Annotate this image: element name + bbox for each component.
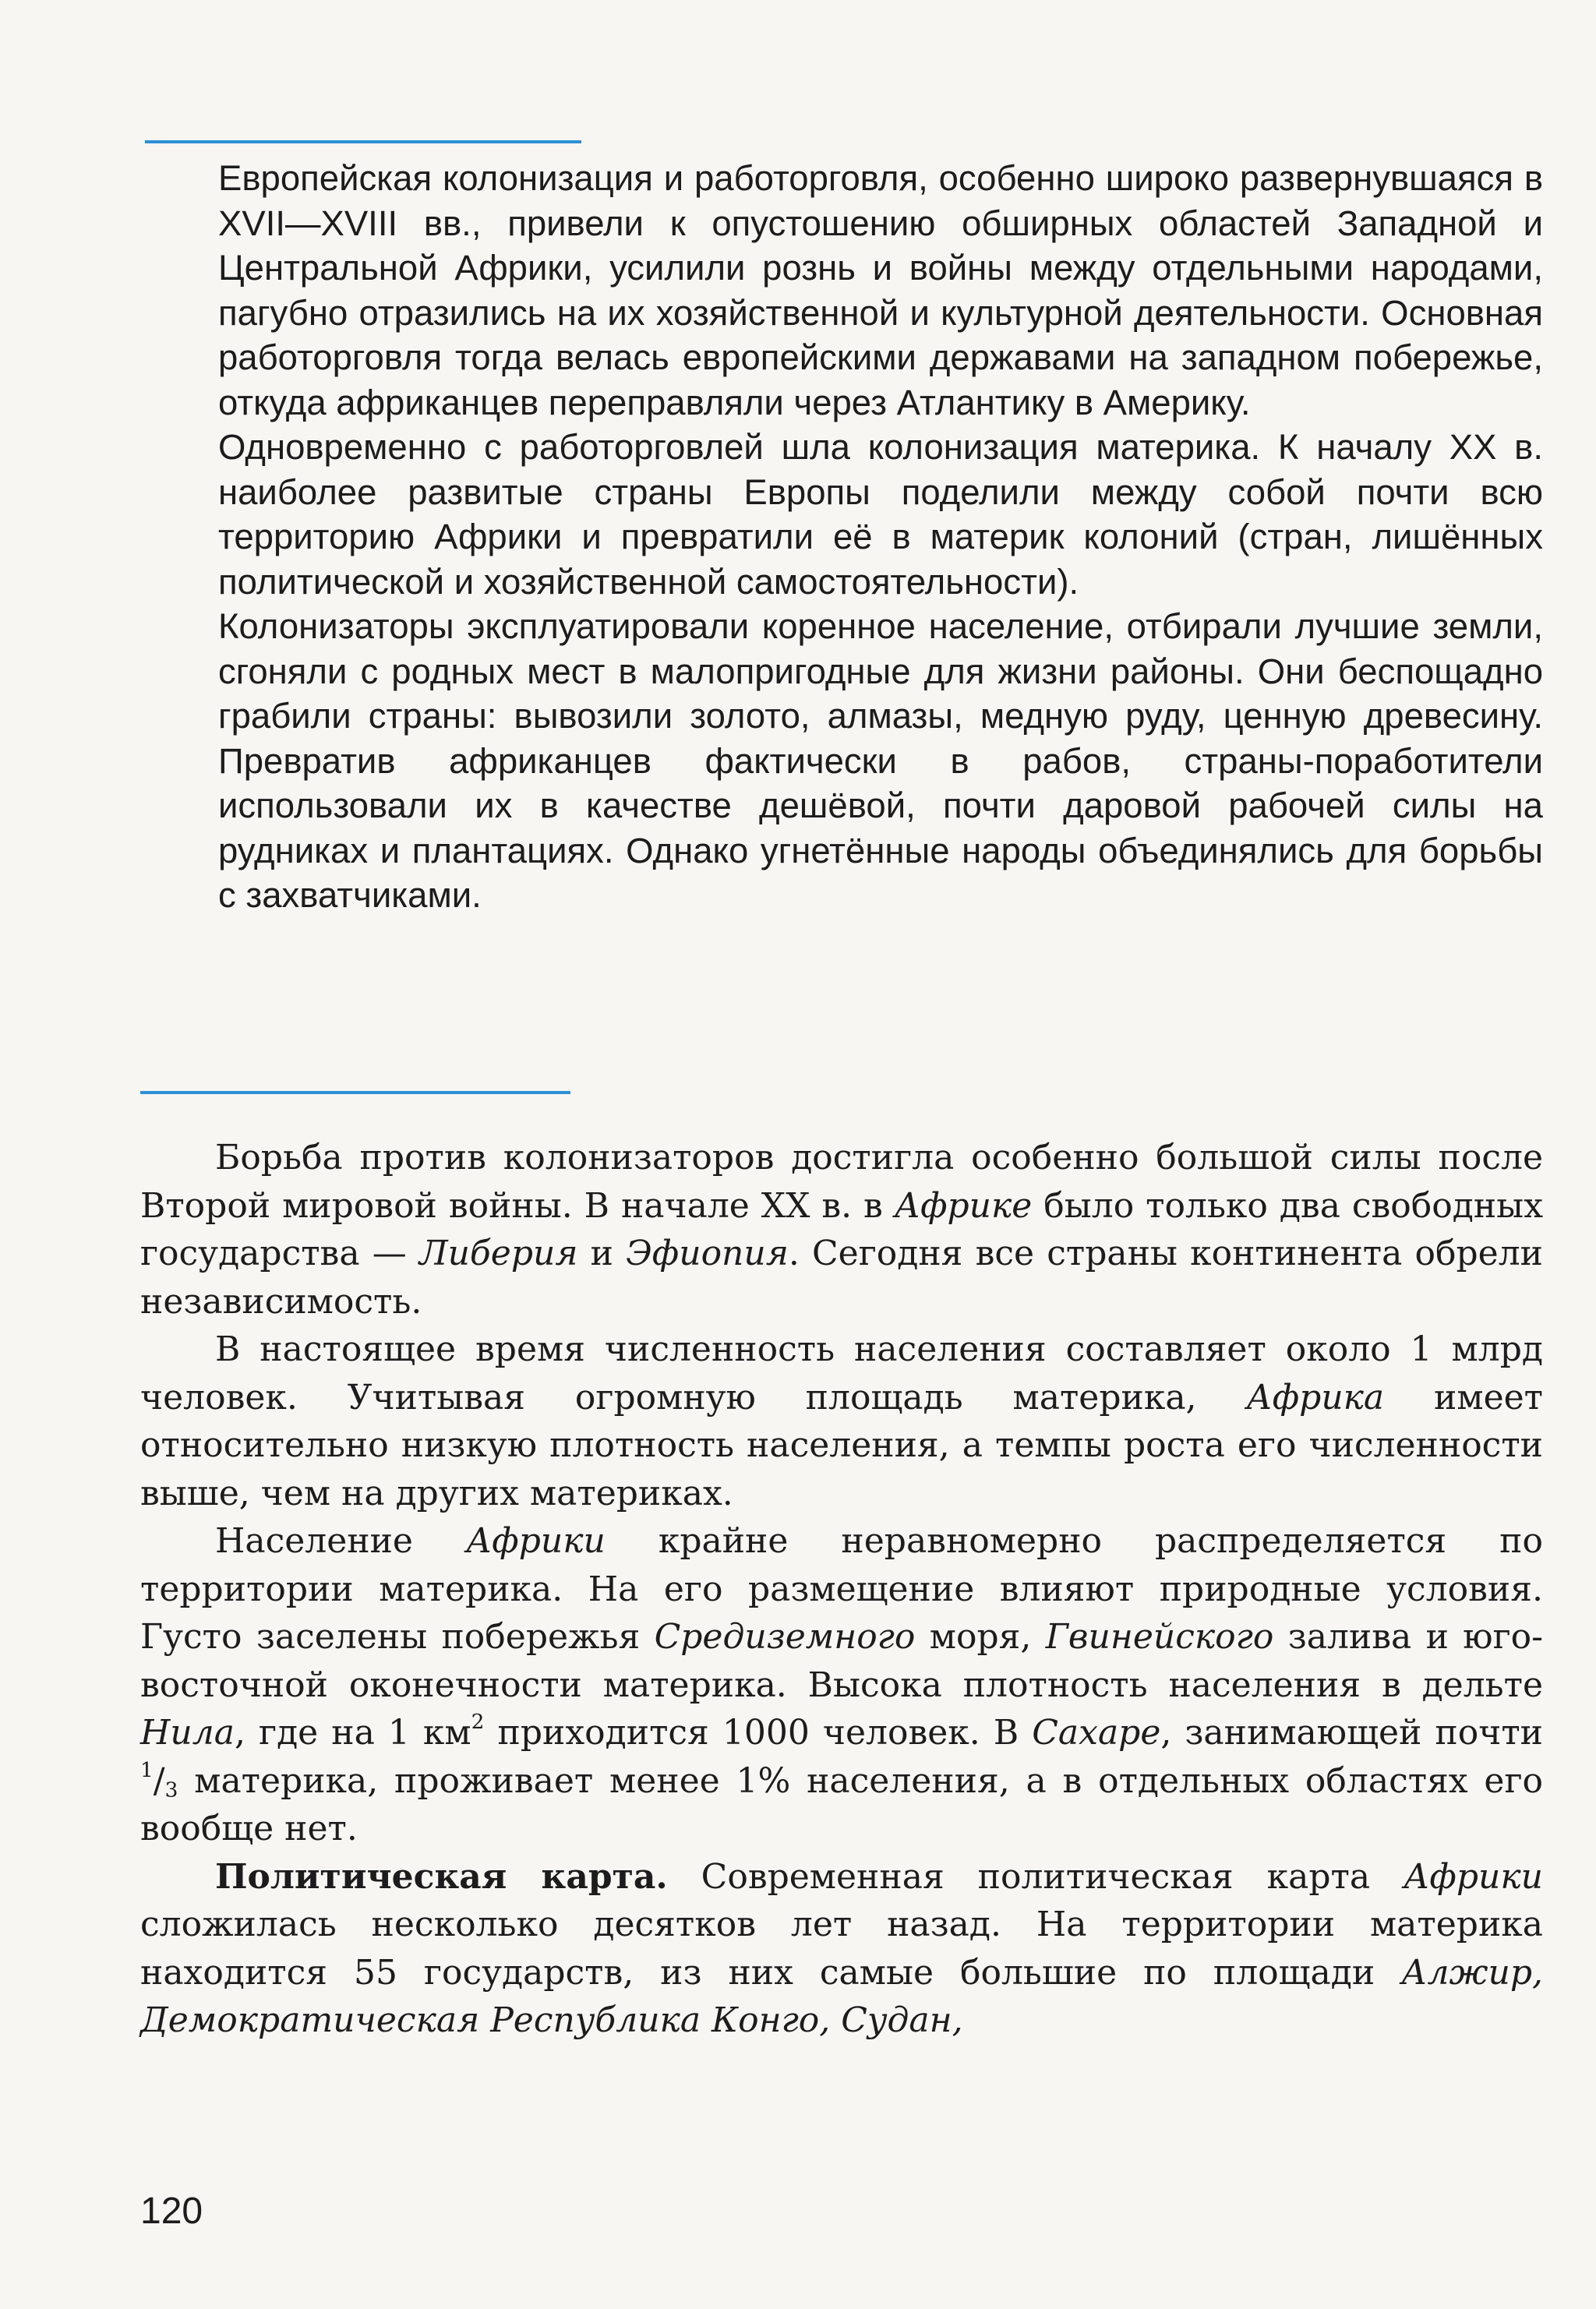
main-text-block	[140, 1134, 1543, 2045]
text-run: . Сегодня все страны континента обрели независимость.	[140, 1234, 1543, 1322]
fraction-numerator: 1	[140, 1757, 154, 1782]
place-name: Сахаре	[1032, 1713, 1161, 1753]
place-name: Либерия	[418, 1234, 578, 1273]
place-name: Гвинейского	[1045, 1617, 1274, 1657]
text-run: материка, проживает менее 1% населения, а в отдельных областях его вообще нет.	[140, 1760, 1543, 1848]
page-number: 120	[140, 2191, 203, 2232]
text-run: приходится 1000 человек. В	[484, 1713, 1033, 1753]
place-name: Африки	[1404, 1856, 1543, 1897]
text-run: , где на 1 км	[234, 1713, 471, 1753]
text-run: Борьба против колонизаторов достигла особенно большой силы после Второй мировой войны. В начале XX в. в	[140, 1138, 1543, 1226]
text-run: было только два свободных государства —	[140, 1185, 1544, 1273]
main-paragraph	[140, 1134, 1543, 1326]
text-run: моря,	[915, 1617, 1046, 1657]
main-paragraph	[140, 1853, 1543, 2045]
place-name: Эфиопия	[626, 1234, 789, 1273]
sidebar-text-block	[218, 156, 1543, 918]
text-run: Современная политическая карта	[667, 1856, 1404, 1897]
place-name: Африки	[465, 1521, 606, 1561]
text-run: имеет относительно низкую плотность населения, а темпы роста его численности выше, чем на других материках.	[140, 1377, 1543, 1513]
text-run: залива и юго-восточной оконечности материка. Высока плотность населения в дельте	[140, 1617, 1543, 1705]
sidebar-bottom-rule	[140, 1091, 570, 1094]
sidebar-paragraph: Колонизаторы эксплуатировали коренное население, отбирали лучшие земли, сгоняли с родных мест в малопригодные для жизни районы. Они беспощадно грабили страны: вывозили золото, алмазы, медную руду, ценную древесину. Превратив африканцев фактически в рабов, страны-поработители использовали их в качестве дешёвой, почти даровой рабочей силы на рудниках и плантациях. Однако угнетённые народы объединялись для борьбы с захватчиками.	[218, 606, 1543, 915]
section-heading: Политическая карта.	[215, 1856, 668, 1897]
text-run: крайне неравномерно распределяется по территории материка. На его размещение влияют природные условия. Густо заселены побережья	[140, 1521, 1543, 1657]
place-name: Алжир, Демократическая Республика Конго, Судан,	[140, 1952, 1543, 2040]
text-run: Население	[215, 1521, 466, 1561]
main-paragraph	[140, 1517, 1543, 1853]
text-run: и	[577, 1234, 627, 1273]
superscript: 2	[471, 1710, 485, 1735]
place-name: Африка	[1246, 1377, 1385, 1418]
text-run: сложилась несколько десятков лет назад. На территории материка находится 55 государств, из них самые большие по площади	[140, 1905, 1543, 1993]
place-name: Нила	[140, 1713, 235, 1753]
main-paragraph	[140, 1326, 1543, 1517]
text-run: , занимающей почти	[1160, 1713, 1543, 1753]
place-name: Африке	[894, 1185, 1033, 1226]
text-run: В настоящее время численность населения составляет около 1 млрд человек. Учитывая огромную площадь материка,	[140, 1329, 1543, 1418]
fraction-denominator: 3	[164, 1777, 178, 1802]
sidebar-paragraph: Европейская колонизация и работорговля, особенно широко развернувшаяся в XVII—XVIII вв., привели к опустошению обширных областей Западной и Центральной Африки, усилили рознь и войны между отдельными народами, пагубно отразились на их хозяйственной и культурной деятельности. Основная работорговля тогда велась европейскими державами на западном побережье, откуда африканцев переправляли через Атлантику в Америку.	[218, 158, 1543, 422]
sidebar-top-rule	[145, 140, 581, 143]
fraction-slash: /	[153, 1760, 165, 1801]
sidebar-paragraph: Одновременно с работорговлей шла колонизация материка. К началу XX в. наиболее развитые страны Европы поделили между собой почти всю территорию Африки и превратили её в материк колоний (стран, лишённых политической и хозяйственной самостоятельности).	[218, 427, 1543, 602]
place-name: Средиземного	[654, 1617, 916, 1657]
